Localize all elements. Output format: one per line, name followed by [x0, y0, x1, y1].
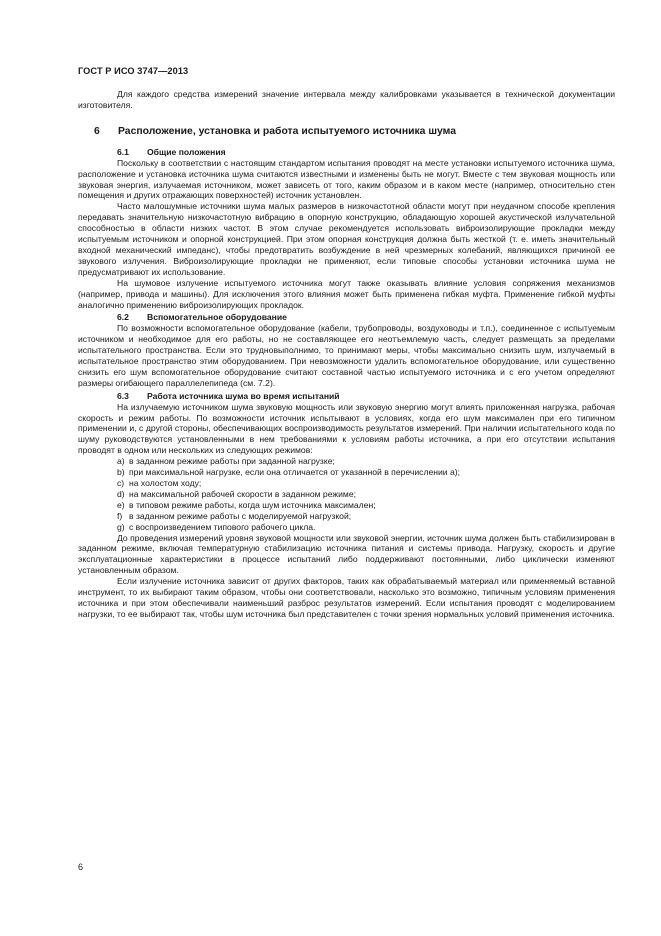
page-number: 6 — [78, 862, 84, 872]
list-item-text: при максимальной нагрузке, если она отличается от указанной в перечислении а); — [129, 467, 461, 478]
subsection-6-2-heading — [78, 312, 615, 323]
list-item — [78, 467, 615, 478]
intro-paragraph: Для каждого средства измерений значение интервала между калибровками указывается в технической документации изготовителя. — [78, 89, 615, 110]
list-item-letter: e) — [117, 499, 125, 510]
list-item-text: в типовом режиме работы, когда шум источника максимален; — [129, 499, 376, 510]
operating-modes-list — [78, 456, 615, 532]
list-item-letter: d) — [117, 488, 125, 499]
paragraph: Если излучение источника зависит от других факторов, таких как обрабатываемый материал или применяемый вставной инструмент, то их выбирают таким образом, чтобы они соответствовали, насколько это возможно, типичным условиям применения источника и при этом обеспечивали наименьший разброс результатов измерений. Если испытания проводят с моделированием нагрузки, то ее выбирают так, чтобы шум источника был представителен с точки зрения нормальных условий применения источника. — [78, 576, 615, 619]
paragraph: Поскольку в соответствии с настоящим стандартом испытания проводят на месте установки испытуемого источника шума, расположение и установка источника шума считаются известными и изменены быть не могут. Вместе с тем звуковая мощность или звуковая энергия, излучаемая источником, может зависеть от того, каким образом и в каком месте (например, относительно стен помещения и других отражающих поверхностей) источник установлен. — [78, 157, 615, 201]
list-item-letter: f) — [117, 510, 123, 521]
paragraph: По возможности вспомогательное оборудование (кабели, трубопроводы, воздуховоды и т.п.), соединенное с испытуемым источником и необходимое для его работы, но не составляющее его неотъемлемую часть, следует размещать за пределами испытательного пространства. Если это трудновыполнимо, то принимают меры, чтобы максимально снизить шум, излучаемый в испытательное пространство этим оборудованием. При невозможности удалить вспомогательное оборудование, или существенно снизить его шум вспомогательное оборудование считают составной частью испытуемого источника и с его учетом определяют размеры огибающего параллелепипеда (см. 7.2). — [78, 323, 615, 388]
list-item — [78, 489, 615, 500]
section-6-number: 6 — [94, 125, 100, 137]
paragraph: До проведения измерений уровня звуковой мощности или звуковой энергии, источник шума должен быть стабилизирован в заданном режиме, включая температурную стабилизацию источника питания и системы привода. Нагрузку, скорость и другие эксплуатационные характеристики в процессе испытаний либо поддерживают постоянными, либо циклически изменяют установленным образом. — [78, 532, 615, 576]
list-item-letter: c) — [117, 478, 125, 488]
list-item — [78, 456, 615, 467]
subsection-title: Общие положения — [147, 146, 226, 157]
subsection-title: Работа источника шума во время испытаний — [147, 390, 340, 401]
list-item-letter: b) — [117, 467, 125, 478]
list-item — [78, 500, 615, 511]
subsection-6-3-heading — [78, 391, 615, 402]
section-6-heading — [78, 125, 615, 138]
paragraph: На шумовое излучение испытуемого источника могут также оказывать влияние условия сопряжения механизмов (например, привода и машины). Для исключения этого влияния может быть применена гибкая муфта. Применение гибкой муфты аналогично применению виброизолирующих прокладок. — [78, 277, 615, 310]
subsection-number: 6.2 — [117, 312, 129, 323]
list-item — [78, 511, 615, 522]
document-body — [78, 89, 615, 620]
subsection-6-1-heading — [78, 147, 615, 158]
section-6-title: Расположение, установка и работа испытуемого источника шума — [118, 125, 456, 137]
list-item — [78, 478, 615, 489]
list-item-letter: g) — [117, 521, 125, 532]
list-item-text: на холостом ходу; — [129, 478, 202, 488]
list-item-text: на максимальной рабочей скорости в заданном режиме; — [129, 488, 356, 499]
subsection-number: 6.3 — [117, 390, 129, 401]
list-item-text: в заданном режиме работы при заданной нагрузке; — [129, 456, 335, 467]
paragraph: Часто малошумные источники шума малых размеров в низкочастотной области могут при неудачном способе крепления передавать значительную низкочастотную вибрацию в опорную конструкцию, обладающую хорошей акустической излучательной способностью в области низких частот. В этом случае рекомендуется использовать виброизолирующие прокладки между испытуемым источником и опорной конструкцией. При этом опорная конструкция должна быть жесткой (т. е. иметь значительный входной механический импеданс), чтобы предотвратить возбуждение в ней чрезмерных колебаний, являющихся причиной ее звукового излучения. Виброизолирующие прокладки не применяют, если типовые способы установки источника шума не предусматривают их использование. — [78, 201, 615, 277]
document-header: ГОСТ Р ИСО 3747—2013 — [78, 66, 189, 76]
list-item-text: с воспроизведением типового рабочего цикла. — [129, 521, 316, 532]
list-item — [78, 522, 615, 533]
subsection-number: 6.1 — [117, 146, 129, 157]
list-item-text: в заданном режиме работы с моделируемой нагрузкой; — [129, 510, 352, 521]
subsection-title: Вспомогательное оборудование — [147, 312, 287, 323]
paragraph: На излучаемую источником шума звуковую мощность или звуковую энергию могут влиять приложенная нагрузка, рабочая скорость и режим работы. По возможности источник испытывают в условиях, когда его шум максимален при его типичном применении и, с другой стороны, обеспечивающих воспроизводимость результатов измерений. При наличии испытательного кода по шуму руководствуются установленными в нем требованиями к условиям работы источника, а при его отсутствии испытания проводят в одном или нескольких из следующих режимов: — [78, 401, 615, 456]
list-item-letter: a) — [117, 456, 125, 467]
